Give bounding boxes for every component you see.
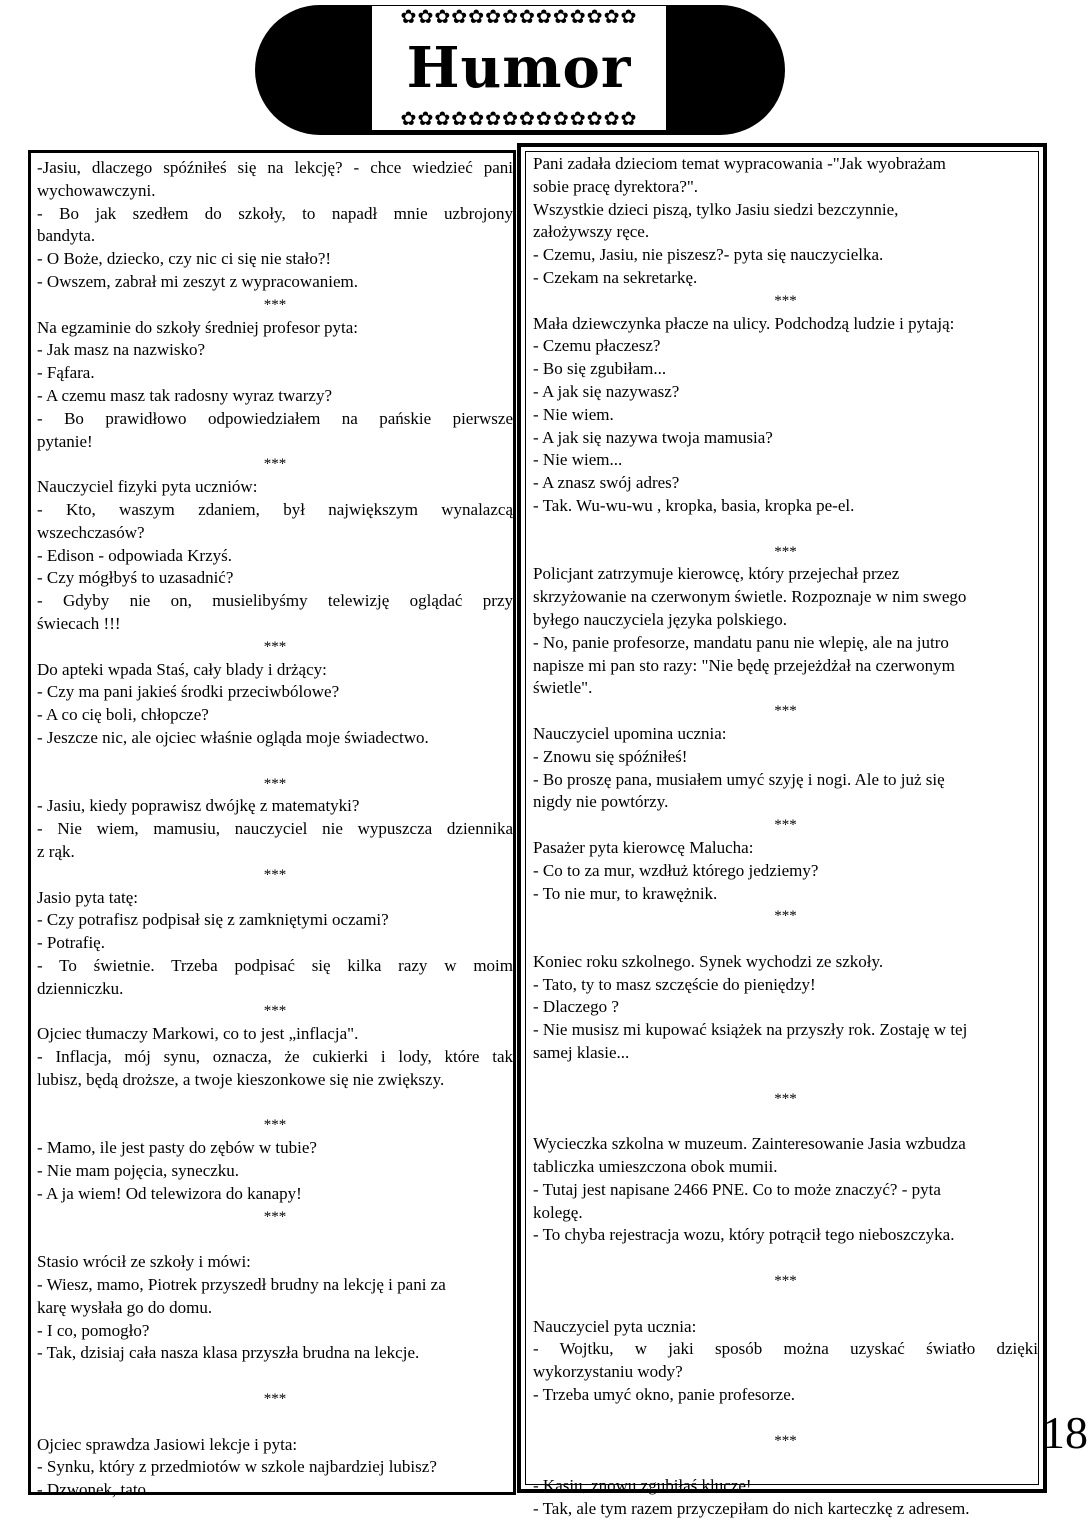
- blank-line: [533, 1452, 1038, 1475]
- joke-text-line: Jasio pyta tatę:: [37, 887, 139, 907]
- joke-text-line: z rąk.: [37, 841, 75, 861]
- joke-text-line: - Bo jak szedłem do szkoły, to napadł mnie uzbrojony: [37, 203, 513, 223]
- joke-text-line: - Jak masz na nazwisko?: [37, 340, 206, 360]
- joke-text-line: - Bo się zgubiłam...: [533, 359, 667, 379]
- joke-text-line: sobie pracę dyrektora?".: [533, 176, 699, 196]
- joke-text-line: - Mamo, ile jest pasty do zębów w tubie?: [37, 1138, 317, 1158]
- joke-text-line: - Fąfara.: [37, 363, 95, 383]
- joke-separator: ***: [774, 703, 797, 720]
- joke-separator: ***: [263, 1208, 287, 1225]
- page-number: 18: [1042, 1407, 1088, 1458]
- blank-line: [533, 518, 1038, 541]
- joke-text-line: - I co, pomogło?: [37, 1320, 150, 1340]
- joke-text-line: założywszy ręce.: [533, 222, 650, 242]
- joke-text-line: - To chyba rejestracja wozu, który potrącił tego nieboszczyka.: [533, 1225, 955, 1245]
- joke-separator: ***: [263, 866, 287, 883]
- blank-line: [37, 1365, 513, 1388]
- joke-text-line: byłego nauczyciela języka polskiego.: [533, 609, 787, 629]
- joke-separator: ***: [263, 1117, 287, 1134]
- joke-text-line: lubisz, będą droższe, a twoje kieszonkowe się nie zwiększy.: [37, 1069, 445, 1089]
- right-column: [517, 143, 1047, 1519]
- joke-text-line: wszechczasów?: [37, 522, 145, 542]
- joke-text-line: dzienniczku.: [37, 978, 124, 998]
- joke-text-line: Wszystkie dzieci piszą, tylko Jasiu siedzi bezczynnie,: [533, 199, 899, 219]
- joke-text-line: - Czy ma pani jakieś środki przeciwbólowe?: [37, 682, 340, 702]
- joke-text-line: - No, panie profesorze, mandatu panu nie wlepię, ale na jutro: [533, 632, 949, 652]
- joke-text-line: - A co cię boli, chłopcze?: [37, 705, 209, 725]
- blank-line: [533, 1247, 1038, 1270]
- joke-text-line: - Gdyby nie on, musielibyśmy telewizję oglądać przy: [37, 591, 513, 611]
- joke-text-line: - Czemu, Jasiu, nie piszesz?- pyta się nauczycielka.: [533, 245, 884, 265]
- joke-text-line: Nauczyciel fizyki pyta uczniów:: [37, 477, 258, 497]
- joke-text-line: Ojciec tłumaczy Markowi, co to jest „inflacja".: [37, 1024, 359, 1044]
- joke-text-line: napisze mi pan sto razy: "Nie będę przejeżdżał na czerwonym: [533, 655, 955, 675]
- blank-line: [533, 928, 1038, 951]
- joke-text-line: - Nie musisz mi kupować książek na przyszły rok. Zostaję w tej: [533, 1020, 968, 1040]
- joke-text-line: - Jeszcze nic, ale ojciec właśnie ogląda moje świadectwo.: [37, 727, 429, 747]
- joke-text-line: bandyta.: [37, 226, 96, 246]
- joke-text-line: - Edison - odpowiada Krzyś.: [37, 545, 232, 565]
- joke-text-line: Nauczyciel upomina ucznia:: [533, 723, 727, 743]
- joke-text-line: - O Boże, dziecko, czy nic ci się nie stało?!: [37, 249, 332, 269]
- joke-separator: ***: [774, 1273, 797, 1290]
- joke-text-line: - Czy mógłbyś to uzasadnić?: [37, 568, 234, 588]
- ornament-top: [372, 6, 666, 28]
- joke-text-line: - Tak, ale tym razem przyczepiłam do nich karteczkę z adresem.: [533, 1499, 970, 1519]
- joke-text-line: - Nie wiem...: [533, 450, 623, 470]
- joke-separator: ***: [263, 456, 287, 473]
- joke-text-line: - Dlaczego ?: [533, 997, 619, 1017]
- joke-text-line: Mała dziewczynka płacze na ulicy. Podchodzą ludzie i pytają:: [533, 313, 955, 333]
- joke-separator: ***: [774, 543, 797, 560]
- joke-text-line: - Bo prawidłowo odpowiedziałem na pańskie pierwsze: [37, 408, 513, 428]
- joke-text-line: samej klasie...: [533, 1043, 630, 1063]
- joke-text-line: - Trzeba umyć okno, panie profesorze.: [533, 1385, 796, 1405]
- joke-text-line: pytanie!: [37, 431, 93, 451]
- left-column: [28, 150, 516, 1500]
- joke-separator: ***: [774, 908, 797, 925]
- joke-text-line: nigdy nie powtórzy.: [533, 792, 669, 812]
- joke-text-line: - Inflacja, mój synu, oznacza, że cukierki i lody, które tak: [37, 1047, 513, 1067]
- joke-text-line: Pasażer pyta kierowcę Malucha:: [533, 837, 754, 857]
- blank-line: [37, 1228, 513, 1251]
- blank-line: [533, 1110, 1038, 1133]
- joke-separator: ***: [263, 296, 287, 313]
- joke-text-line: - Co to za mur, wzdłuż którego jedziemy?: [533, 860, 819, 880]
- joke-text-line: - Wiesz, mamo, Piotrek przyszedł brudny na lekcję i pani za: [37, 1275, 446, 1295]
- joke-text-line: kolegę.: [533, 1202, 583, 1222]
- blank-line: [37, 1092, 513, 1115]
- joke-text-line: - Jasiu, kiedy poprawisz dwójkę z matematyki?: [37, 796, 360, 816]
- joke-text-line: Policjant zatrzymuje kierowcę, który przejechał przez: [533, 564, 900, 584]
- joke-text-line: - A ja wiem! Od telewizora do kanapy!: [37, 1183, 302, 1203]
- joke-text-line: świetle".: [533, 678, 593, 698]
- joke-text-line: - Kto, waszym zdaniem, był największym wynalazcą: [37, 499, 513, 519]
- ornament-top-glyphs: ✿✿✿✿✿✿✿✿✿✿✿✿✿✿: [400, 5, 638, 28]
- joke-text-line: - To nie mur, to krawężnik.: [533, 883, 718, 903]
- joke-text-line: karę wysłała go do domu.: [37, 1297, 213, 1317]
- joke-separator: ***: [263, 775, 287, 792]
- joke-text-line: wykorzystaniu wody?: [533, 1362, 683, 1382]
- joke-text-line: skrzyżowanie na czerwonym świetle. Rozpoznaje w nim swego: [533, 587, 967, 607]
- title-box: [372, 28, 666, 108]
- joke-text-line: - A jak się nazywasz?: [533, 381, 680, 401]
- joke-text-line: - Synku, który z przedmiotów w szkole najbardziej lubisz?: [37, 1457, 437, 1477]
- joke-text-line: - Tak, dzisiaj cała nasza klasa przyszła brudna na lekcje.: [37, 1343, 420, 1363]
- joke-text-line: - Czy potrafisz podpisał się z zamkniętymi oczami?: [37, 910, 389, 930]
- joke-text-line: Na egzaminie do szkoły średniej profesor pyta:: [37, 317, 359, 337]
- joke-text-line: - Kasiu, znowu zgubiłaś klucze!: [533, 1476, 752, 1496]
- ornament-bottom-glyphs: ✿✿✿✿✿✿✿✿✿✿✿✿✿✿: [400, 107, 638, 130]
- joke-text-line: Stasio wrócił ze szkoły i mówi:: [37, 1252, 251, 1272]
- page-title: Humor: [406, 35, 632, 101]
- joke-text-line: - Dzwonek, tato...: [37, 1480, 159, 1500]
- blank-line: [37, 750, 513, 773]
- joke-separator: ***: [774, 292, 797, 309]
- joke-text-line: - A jak się nazywa twoja mamusia?: [533, 427, 773, 447]
- joke-text-line: - Bo proszę pana, musiałem umyć szyję i nogi. Ale to już się: [533, 769, 945, 789]
- joke-text-line: - Wojtku, w jaki sposób można uzyskać światło dzięki: [533, 1339, 1038, 1359]
- joke-text-line: - Tato, ty to masz szczęście do pieniędzy!: [533, 974, 816, 994]
- joke-text-line: - Potrafię.: [37, 933, 105, 953]
- joke-text-line: - Znowu się spóźniłeś!: [533, 746, 688, 766]
- blank-line: [533, 1293, 1038, 1316]
- joke-separator: ***: [774, 1432, 797, 1449]
- joke-separator: ***: [774, 817, 797, 834]
- joke-text-line: - Czemu płaczesz?: [533, 336, 661, 356]
- joke-text-line: wychowawczyni.: [37, 180, 156, 200]
- blank-line: [533, 1407, 1038, 1430]
- joke-text-line: Koniec roku szkolnego. Synek wychodzi ze szkoły.: [533, 951, 884, 971]
- joke-separator: ***: [263, 1003, 287, 1020]
- joke-text-line: - Nie wiem.: [533, 404, 614, 424]
- blank-line: [533, 1065, 1038, 1088]
- joke-text-line: - Nie wiem, mamusiu, nauczyciel nie wypuszcza dziennika: [37, 819, 513, 839]
- joke-text-line: Do apteki wpada Staś, cały blady i drżący:: [37, 659, 327, 679]
- joke-separator: ***: [263, 638, 287, 655]
- joke-text-line: świecach !!!: [37, 613, 121, 633]
- joke-text-line: -Jasiu, dlaczego spóźniłeś się na lekcję? - chce wiedzieć pani: [37, 158, 513, 177]
- joke-text-line: - Nie mam pojęcia, syneczku.: [37, 1161, 240, 1181]
- joke-text-line: - A znasz swój adres?: [533, 473, 680, 493]
- joke-text-line: Ojciec sprawdza Jasiowi lekcje i pyta:: [37, 1434, 298, 1454]
- joke-text-line: Pani zadała dzieciom temat wypracowania -"Jak wyobrażam: [533, 154, 946, 173]
- joke-text-line: Nauczyciel pyta ucznia:: [533, 1316, 697, 1336]
- joke-text-line: - A czemu masz tak radosny wyraz twarzy?: [37, 385, 333, 405]
- joke-text-line: tabliczka umieszczona obok mumii.: [533, 1157, 778, 1177]
- joke-text-line: - Tutaj jest napisane 2466 PNE. Co to może znaczyć? - pyta: [533, 1179, 941, 1199]
- joke-text-line: - Owszem, zabrał mi zeszyt z wypracowaniem.: [37, 271, 358, 291]
- joke-separator: ***: [774, 1090, 797, 1107]
- ornament-bottom: [372, 108, 666, 130]
- joke-text-line: Wycieczka szkolna w muzeum. Zainteresowanie Jasia wzbudza: [533, 1134, 966, 1154]
- joke-separator: ***: [263, 1391, 287, 1408]
- joke-text-line: - To świetnie. Trzeba podpisać się kilka razy w moim: [37, 955, 513, 975]
- blank-line: [37, 1411, 513, 1434]
- joke-text-line: - Tak. Wu-wu-wu , kropka, basia, kropka pe-el.: [533, 495, 855, 515]
- joke-text-line: - Czekam na sekretarkę.: [533, 267, 698, 287]
